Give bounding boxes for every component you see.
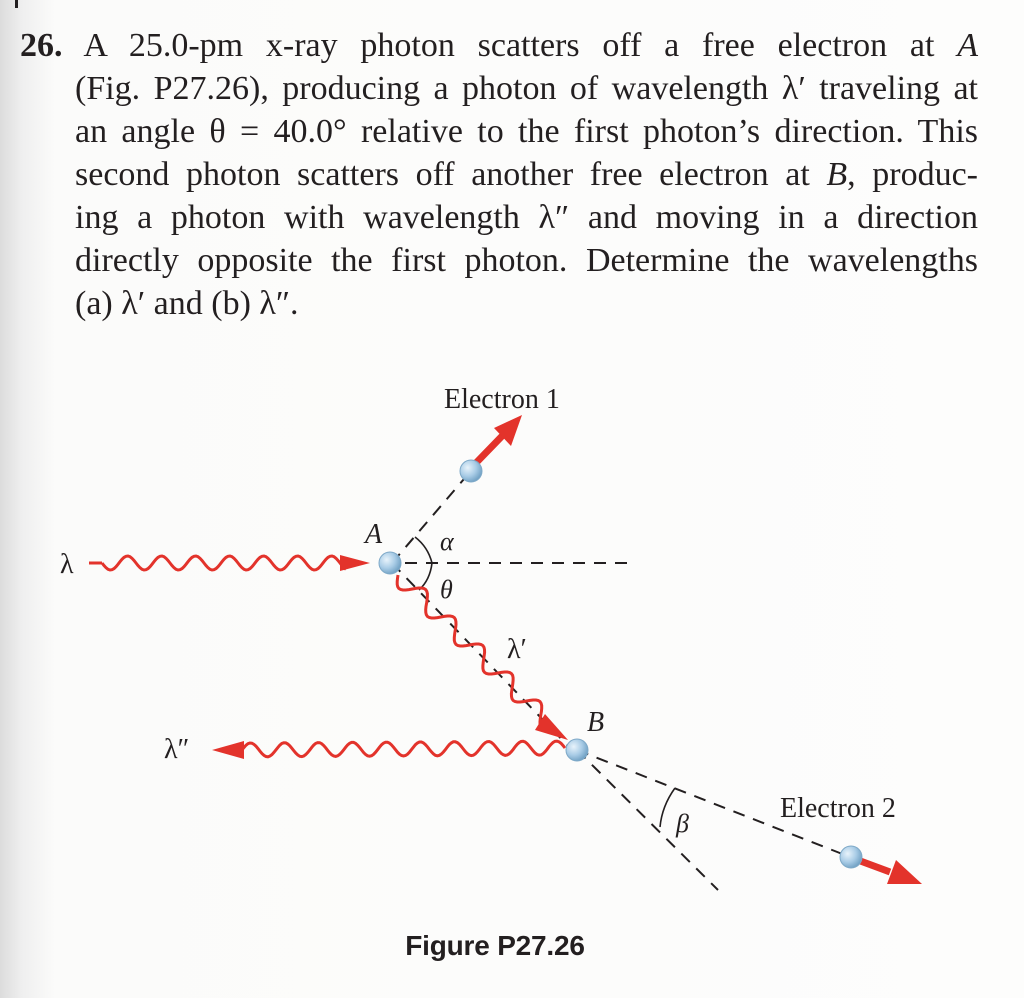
lambda-label: λ — [60, 549, 74, 580]
problem-line-7: (a) λ′ and (b) λ″. — [75, 285, 299, 322]
page-edge-mark — [15, 0, 18, 8]
theta-arc — [419, 563, 432, 590]
lambda-double-prime-label: λ″ — [164, 734, 190, 765]
problem-line-1: 26. A 25.0-pm x-ray photon scatters off a free electron at A — [20, 27, 978, 64]
scattered-photon-lambda-prime — [397, 575, 568, 740]
beta-label: β — [676, 809, 689, 838]
problem-line-5: ing a photon with wavelength λ″ and moving in a direction — [75, 199, 978, 236]
problem-number: 26. — [20, 27, 63, 64]
figure-caption: Figure P27.26 — [405, 930, 585, 961]
alpha-label: α — [440, 527, 454, 556]
dashed-electron1-direction — [392, 472, 470, 563]
alpha-arc — [415, 537, 432, 563]
scattered-photon-lambda-double-prime — [212, 741, 565, 759]
dashed-extension-beyond-b — [577, 750, 718, 890]
electron-2 — [840, 846, 862, 868]
incident-photon — [89, 555, 370, 571]
electron2-label: Electron 2 — [780, 793, 896, 824]
electron1-arrow — [474, 415, 522, 465]
problem-line-3: an angle θ = 40.0° relative to the first photon’s direction. This — [75, 113, 978, 150]
electron2-arrow — [855, 859, 922, 884]
electron-1 — [460, 460, 482, 482]
figure-diagram — [0, 360, 1024, 993]
problem-text — [20, 24, 978, 325]
point-a-label: A — [365, 519, 383, 550]
compton-scattering-figure — [0, 360, 1024, 993]
problem-line-6: directly opposite the first photon. Determine the wavelengths — [75, 242, 978, 279]
problem-line-4: second photon scatters off another free electron at B, produc- — [75, 156, 978, 193]
theta-label: θ — [440, 575, 453, 604]
beta-arc — [660, 788, 675, 827]
electron-at-a — [379, 552, 401, 574]
electron1-label: Electron 1 — [444, 384, 560, 415]
electron-at-b — [566, 739, 588, 761]
point-b-label: B — [587, 707, 605, 738]
lambda-prime-label: λ′ — [507, 634, 527, 665]
problem-line-2: (Fig. P27.26), producing a photon of wavelength λ′ traveling at — [75, 70, 978, 107]
